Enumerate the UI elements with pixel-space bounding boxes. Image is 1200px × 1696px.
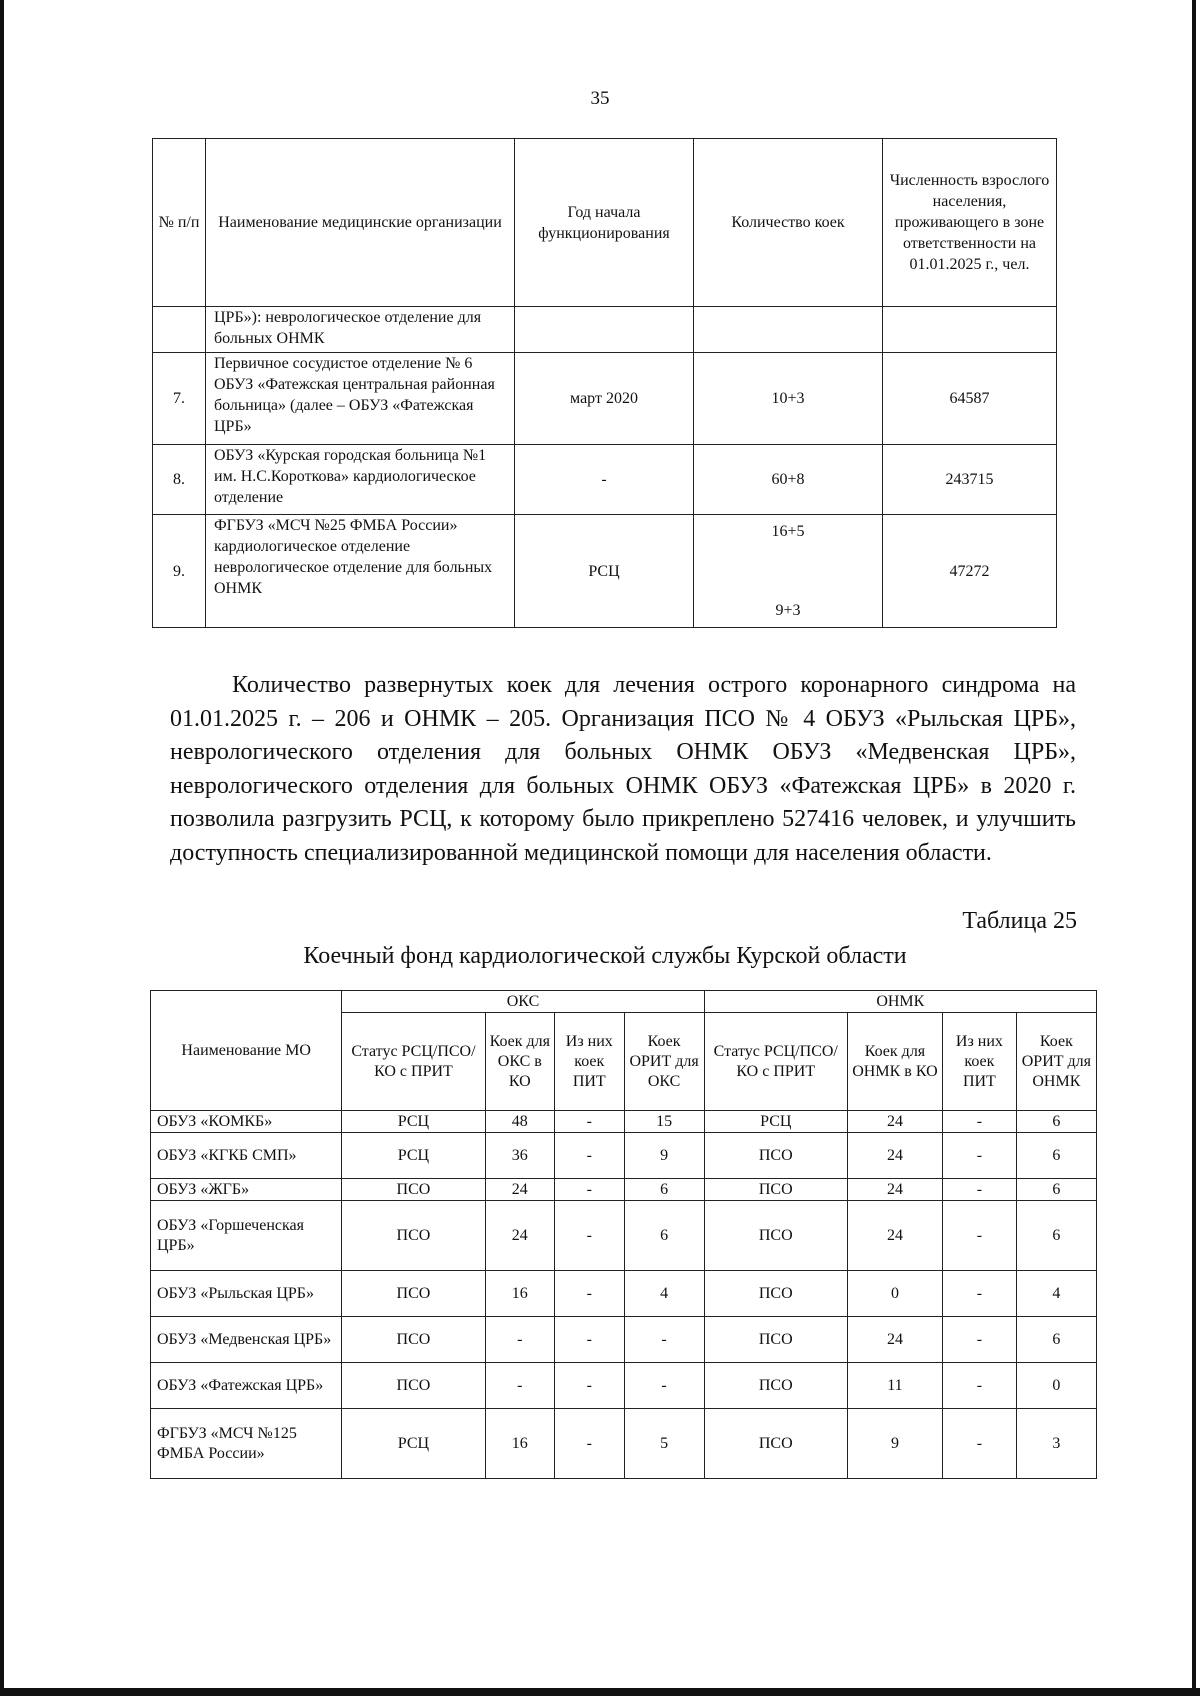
- table-caption: Коечный фонд кардиологической службы Курской области: [303, 943, 907, 969]
- cell-year: РСЦ: [515, 515, 694, 628]
- cell-beds: 10+3: [694, 353, 883, 445]
- cell-oks-pit: -: [555, 1179, 624, 1201]
- cell-onmk-beds: 9: [847, 1409, 942, 1479]
- cell-onmk-status: ПСО: [704, 1317, 847, 1363]
- cell-beds: 60+8: [694, 445, 883, 515]
- cell-oks-pit: -: [555, 1363, 624, 1409]
- cell-population: 47272: [883, 515, 1057, 628]
- cell-onmk-status: РСЦ: [704, 1111, 847, 1133]
- cell-oks-pit: -: [555, 1271, 624, 1317]
- scan-border-bottom: [0, 1688, 1200, 1696]
- col-header-num: № п/п: [153, 139, 206, 307]
- cell-onmk-status: ПСО: [704, 1409, 847, 1479]
- cell-oks-pit: -: [555, 1133, 624, 1179]
- cell-oks-status: ПСО: [342, 1271, 485, 1317]
- cell-beds: [694, 515, 883, 628]
- cell-mo-name: ОБУЗ «ЖГБ»: [151, 1179, 342, 1201]
- table-row: [151, 1363, 1097, 1409]
- col-header-onmk-beds: Коек для ОНМК в КО: [847, 1013, 942, 1111]
- medical-organizations-table: [152, 138, 1057, 628]
- cell-onmk-beds: 24: [847, 1201, 942, 1271]
- body-paragraph: Количество развернутых коек для лечения острого коронарного синдрома на 01.01.2025 г. – 206 и ОНМК – 205. Организация ПСО № 4 ОБУЗ «Рыльская ЦРБ», неврологического отделения для больных ОНМК ОБУЗ «Медвенская ЦРБ», неврологического отделения для больных ОНМК ОБУЗ «Фатежская ЦРБ» в 2020 г. позволила разгрузить РСЦ, к которому было прикреплено 527416 человек, и улучшить доступность специализированной медицинской помощи для населения области.: [170, 672, 1076, 866]
- col-group-oks: ОКС: [342, 991, 704, 1013]
- cell-year: -: [515, 445, 694, 515]
- cell-mo-name: ОБУЗ «Медвенская ЦРБ»: [151, 1317, 342, 1363]
- cell-oks-beds: 16: [485, 1271, 554, 1317]
- col-header-beds: Количество коек: [694, 139, 883, 307]
- col-group-onmk: ОНМК: [704, 991, 1096, 1013]
- cell-mo-name: ОБУЗ «Рыльская ЦРБ»: [151, 1271, 342, 1317]
- col-header-onmk-status: Статус РСЦ/ПСО/ КО с ПРИТ: [704, 1013, 847, 1111]
- cell-onmk-orit: 6: [1016, 1317, 1096, 1363]
- table-row: [151, 1179, 1097, 1201]
- cell-onmk-beds: 24: [847, 1133, 942, 1179]
- cell-onmk-status: ПСО: [704, 1271, 847, 1317]
- cell-oks-orit: 6: [624, 1179, 704, 1201]
- cell-oks-pit: -: [555, 1111, 624, 1133]
- page-number: 35: [590, 88, 610, 109]
- cell-oks-beds: -: [485, 1363, 554, 1409]
- cell-oks-beds: -: [485, 1317, 554, 1363]
- cell-oks-beds: 24: [485, 1179, 554, 1201]
- col-header-oks-status: Статус РСЦ/ПСО/ КО с ПРИТ: [342, 1013, 485, 1111]
- table-row: [151, 1271, 1097, 1317]
- cell-onmk-pit: -: [943, 1133, 1017, 1179]
- cell-oks-status: ПСО: [342, 1317, 485, 1363]
- cell-name: ОБУЗ «Курская городская больница №1 им. Н.С.Короткова» кардиологическое отделение: [206, 445, 515, 515]
- cell-beds-cardiology: 16+5: [771, 523, 805, 540]
- cell-oks-orit: 9: [624, 1133, 704, 1179]
- cell-oks-status: РСЦ: [342, 1111, 485, 1133]
- cell-onmk-orit: 6: [1016, 1133, 1096, 1179]
- scan-border-right: [1192, 0, 1196, 1696]
- cell-onmk-pit: -: [943, 1201, 1017, 1271]
- cell-onmk-pit: -: [943, 1317, 1017, 1363]
- col-header-oks-beds: Коек для ОКС в КО: [485, 1013, 554, 1111]
- col-header-oks-orit: Коек ОРИТ для ОКС: [624, 1013, 704, 1111]
- table-row: [151, 1201, 1097, 1271]
- cell-oks-orit: 4: [624, 1271, 704, 1317]
- cell-oks-status: ПСО: [342, 1201, 485, 1271]
- cell-population: 64587: [883, 353, 1057, 445]
- cell-beds: [694, 307, 883, 353]
- table-label: Таблица 25: [962, 908, 1077, 934]
- cell-onmk-orit: 6: [1016, 1201, 1096, 1271]
- cell-mo-name: ОБУЗ «Горшеченская ЦРБ»: [151, 1201, 342, 1271]
- cell-mo-name: ОБУЗ «КОМКБ»: [151, 1111, 342, 1133]
- cell-onmk-status: ПСО: [704, 1201, 847, 1271]
- cell-onmk-pit: -: [943, 1271, 1017, 1317]
- cell-onmk-status: ПСО: [704, 1179, 847, 1201]
- cell-beds-neurology: 9+3: [775, 602, 801, 619]
- scan-border-left: [0, 0, 4, 1696]
- cell-oks-orit: -: [624, 1363, 704, 1409]
- cell-onmk-status: ПСО: [704, 1363, 847, 1409]
- col-header-year: Год начала функционирования: [515, 139, 694, 307]
- cell-oks-orit: 6: [624, 1201, 704, 1271]
- cell-year: март 2020: [515, 353, 694, 445]
- table-group-header-row: [151, 991, 1097, 1013]
- cell-oks-orit: -: [624, 1317, 704, 1363]
- cell-onmk-beds: 24: [847, 1179, 942, 1201]
- cell-population: 243715: [883, 445, 1057, 515]
- cell-oks-pit: -: [555, 1317, 624, 1363]
- cell-onmk-orit: 6: [1016, 1111, 1096, 1133]
- cell-mo-name: ОБУЗ «КГКБ СМП»: [151, 1133, 342, 1179]
- cell-population: [883, 307, 1057, 353]
- cell-onmk-beds: 24: [847, 1317, 942, 1363]
- table-row: [153, 307, 1057, 353]
- col-header-population: Численность взрослого населения, проживающего в зоне ответственности на 01.01.2025 г., чел.: [883, 139, 1057, 307]
- cell-onmk-pit: -: [943, 1363, 1017, 1409]
- table-row: [151, 1133, 1097, 1179]
- cell-onmk-orit: 3: [1016, 1409, 1096, 1479]
- cell-num: [153, 307, 206, 353]
- cell-mo-name: ФГБУЗ «МСЧ №125 ФМБА России»: [151, 1409, 342, 1479]
- table-row: [151, 1111, 1097, 1133]
- cell-oks-orit: 5: [624, 1409, 704, 1479]
- cell-onmk-beds: 0: [847, 1271, 942, 1317]
- cell-onmk-pit: -: [943, 1409, 1017, 1479]
- cell-year: [515, 307, 694, 353]
- table-row: [153, 515, 1057, 628]
- col-header-mo-name: Наименование МО: [151, 991, 342, 1111]
- cell-oks-status: ПСО: [342, 1179, 485, 1201]
- cell-oks-beds: 24: [485, 1201, 554, 1271]
- table-row: [151, 1409, 1097, 1479]
- cell-oks-beds: 48: [485, 1111, 554, 1133]
- col-header-onmk-pit: Из них коек ПИТ: [943, 1013, 1017, 1111]
- cell-oks-pit: -: [555, 1409, 624, 1479]
- cell-onmk-beds: 11: [847, 1363, 942, 1409]
- cell-name: ЦРБ»): неврологическое отделение для больных ОНМК: [206, 307, 515, 353]
- cell-num: 9.: [153, 515, 206, 628]
- table-row: [153, 353, 1057, 445]
- cell-oks-orit: 15: [624, 1111, 704, 1133]
- cell-onmk-orit: 4: [1016, 1271, 1096, 1317]
- cell-oks-status: РСЦ: [342, 1409, 485, 1479]
- cell-onmk-pit: -: [943, 1179, 1017, 1201]
- cell-name: ФГБУЗ «МСЧ №25 ФМБА России» кардиологическое отделение неврологическое отделение для больных ОНМК: [206, 515, 515, 628]
- cell-name: Первичное сосудистое отделение № 6 ОБУЗ «Фатежская центральная районная больница» (далее – ОБУЗ «Фатежская ЦРБ»: [206, 353, 515, 445]
- cell-onmk-beds: 24: [847, 1111, 942, 1133]
- cell-num: 8.: [153, 445, 206, 515]
- col-header-name: Наименование медицинские организации: [206, 139, 515, 307]
- table-header-row: [153, 139, 1057, 307]
- cell-onmk-orit: 6: [1016, 1179, 1096, 1201]
- cell-oks-beds: 16: [485, 1409, 554, 1479]
- cell-oks-status: ПСО: [342, 1363, 485, 1409]
- cell-oks-pit: -: [555, 1201, 624, 1271]
- cell-num: 7.: [153, 353, 206, 445]
- cell-mo-name: ОБУЗ «Фатежская ЦРБ»: [151, 1363, 342, 1409]
- table-row: [153, 445, 1057, 515]
- cell-onmk-orit: 0: [1016, 1363, 1096, 1409]
- cell-onmk-status: ПСО: [704, 1133, 847, 1179]
- cell-oks-status: РСЦ: [342, 1133, 485, 1179]
- col-header-oks-pit: Из них коек ПИТ: [555, 1013, 624, 1111]
- cell-onmk-pit: -: [943, 1111, 1017, 1133]
- cell-oks-beds: 36: [485, 1133, 554, 1179]
- table-row: [151, 1317, 1097, 1363]
- bed-fund-table: [150, 990, 1097, 1479]
- col-header-onmk-orit: Коек ОРИТ для ОНМК: [1016, 1013, 1096, 1111]
